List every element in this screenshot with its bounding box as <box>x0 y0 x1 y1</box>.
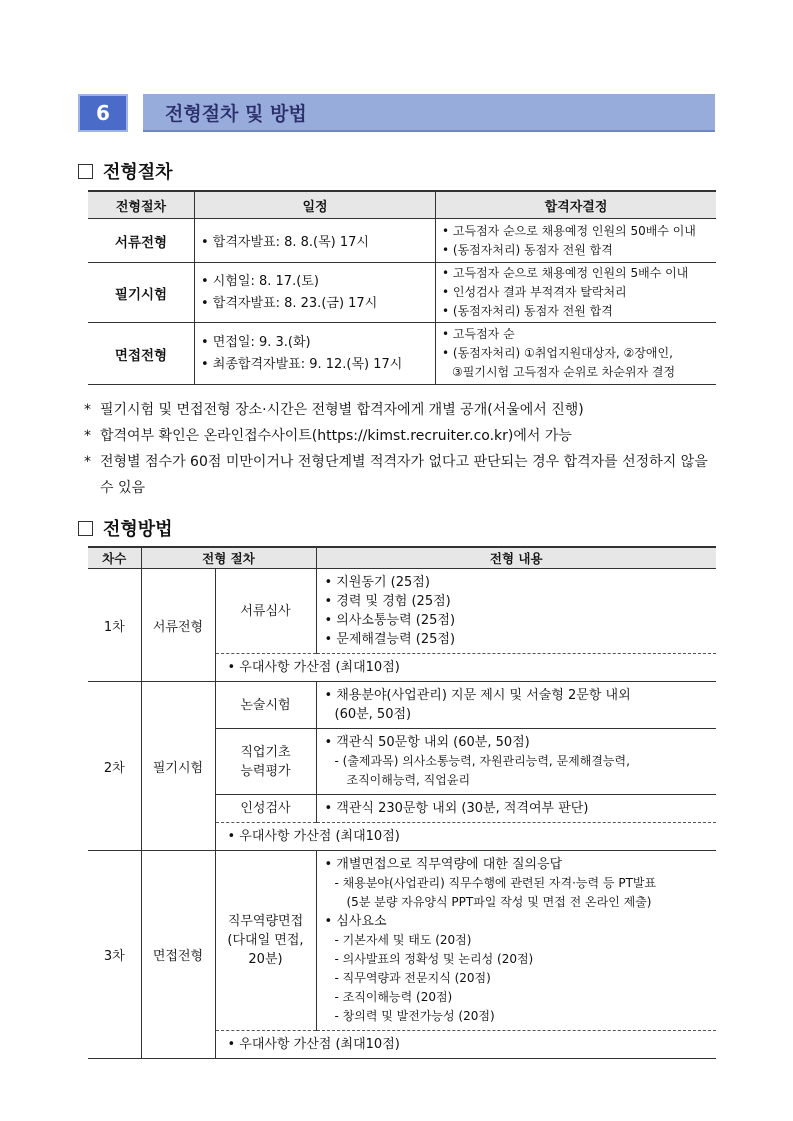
note-marker: * <box>84 454 91 470</box>
content-line: • 객관식 50문항 내외 (60분, 50점) <box>324 735 530 750</box>
content-line: - 의사발표의 정확성 및 논리성 (20점) <box>334 952 534 966</box>
content-line: • 심사요소 <box>324 914 387 929</box>
sub-stage-cell: 논술시험 <box>215 682 316 729</box>
note-text: 필기시험 및 면접전형 장소·시간은 전형별 합격자에게 개별 공개(서울에서 진행) <box>100 402 584 418</box>
content-line: - 채용분야(사업관리) 직무수행에 관련된 자격·능력 등 PT발표 <box>334 876 657 890</box>
table-header-row <box>88 547 716 569</box>
bonus-cell: • 우대사항 가산점 (최대10점) <box>215 1031 716 1059</box>
content-line: • 개별면접으로 직무역량에 대한 질의응답 <box>324 857 563 872</box>
sub-stage-line: 직업기초 <box>240 744 291 760</box>
sub-stage-cell <box>215 851 316 1031</box>
note-text: 합격여부 확인은 온라인접수사이트(https://kimst.recruiter.co.kr)에서 가능 <box>100 428 572 444</box>
table-row <box>88 263 716 323</box>
decision-line: • (동점자처리) ①취업지원대상자, ②장애인, <box>442 346 673 360</box>
bonus-cell: • 우대사항 가산점 (최대10점) <box>215 823 716 851</box>
column-header: 차수 <box>88 547 141 569</box>
subsection-title-text: 전형방법 <box>103 519 173 540</box>
stage-cell: 서류전형 <box>141 569 215 682</box>
subsection-title-procedure <box>78 158 173 184</box>
schedule-line: • 면접일: 9. 3.(화) <box>201 334 311 350</box>
checkbox-square-icon <box>78 521 93 536</box>
content-line: • 의사소통능력 (25점) <box>324 613 456 628</box>
table-row <box>88 851 716 1031</box>
sub-stage-line: 능력평가 <box>240 763 291 779</box>
note-item <box>84 397 724 423</box>
sub-stage-cell: 서류심사 <box>215 569 316 654</box>
schedule-cell <box>195 323 436 385</box>
note-marker: * <box>84 428 91 444</box>
content-cell <box>316 729 716 795</box>
round-cell: 2차 <box>88 682 141 851</box>
sub-stage-line: 직무역량면접 <box>227 914 304 929</box>
column-header: 전형 절차 <box>141 547 316 569</box>
table-row <box>88 323 716 385</box>
sub-stage-line: 20분) <box>248 952 283 967</box>
decision-line: • (동점자처리) 동점자 전원 합격 <box>442 304 613 318</box>
content-line: (5분 분량 자유양식 PPT파일 작성 및 면접 전 온라인 제출) <box>346 895 652 909</box>
column-header: 합격자결정 <box>436 191 717 219</box>
content-cell <box>316 682 716 729</box>
schedule-cell <box>195 263 436 323</box>
decision-line: ③필기시험 고득점자 순위로 차순위자 결정 <box>452 365 676 379</box>
round-cell: 1차 <box>88 569 141 682</box>
content-cell <box>316 851 716 1031</box>
content-line: • 경력 및 경험 (25점) <box>324 594 451 609</box>
content-cell <box>316 569 716 654</box>
decision-line: • (동점자처리) 동점자 전원 합격 <box>442 242 613 257</box>
content-line: • 지원동기 (25점) <box>324 575 430 590</box>
stage-cell: 면접전형 <box>141 851 215 1059</box>
sub-stage-cell: 인성검사 <box>215 795 316 823</box>
notes-list <box>84 397 724 501</box>
content-line: - (출제과목) 의사소통능력, 자원관리능력, 문제해결능력, <box>334 754 630 768</box>
table-row <box>88 682 716 729</box>
subsection-title-method <box>78 515 173 541</box>
checkbox-square-icon <box>78 164 93 179</box>
table-row <box>88 219 716 263</box>
note-item <box>84 449 724 501</box>
stage-cell: 필기시험 <box>141 682 215 851</box>
stage-cell: 필기시험 <box>88 263 195 323</box>
content-line: - 기본자세 및 태도 (20점) <box>334 933 472 947</box>
content-line: • 채용분야(사업관리) 지문 제시 및 서술형 2문항 내외 <box>324 688 631 703</box>
stage-cell: 서류전형 <box>88 219 195 263</box>
method-table <box>88 546 716 1059</box>
stage-cell: 면접전형 <box>88 323 195 385</box>
schedule-line: • 합격자발표: 8. 8.(목) 17시 <box>201 235 369 250</box>
decision-line: • 고득점자 순 <box>442 327 515 341</box>
section-title: 전형절차 및 방법 <box>165 102 307 125</box>
subsection-title-text: 전형절차 <box>103 162 173 183</box>
column-header: 전형 내용 <box>316 547 716 569</box>
procedure-table <box>88 190 716 385</box>
section-number: 6 <box>78 94 128 132</box>
decision-line: • 고득점자 순으로 채용예정 인원의 5배수 이내 <box>442 266 689 280</box>
table-row <box>88 569 716 654</box>
decision-cell <box>436 323 717 385</box>
content-line: - 직무역량과 전문지식 (20점) <box>334 971 491 985</box>
sub-stage-cell <box>215 729 316 795</box>
decision-cell <box>436 263 717 323</box>
table-header-row <box>88 191 716 219</box>
content-line: - 창의력 및 발전가능성 (20점) <box>334 1009 495 1023</box>
note-marker: * <box>84 402 91 418</box>
sub-stage-line: (다대일 면접, <box>227 933 304 948</box>
content-line: 조직이해능력, 직업윤리 <box>346 773 471 787</box>
decision-line: • 인성검사 결과 부적격자 탈락처리 <box>442 285 627 299</box>
round-cell: 3차 <box>88 851 141 1059</box>
schedule-line: • 최종합격자발표: 9. 12.(목) 17시 <box>201 356 403 372</box>
column-header: 전형절차 <box>88 191 195 219</box>
content-line: • 문제해결능력 (25점) <box>324 632 456 647</box>
content-line: (60분, 50점) <box>334 707 412 722</box>
decision-cell <box>436 219 717 263</box>
content-cell: • 객관식 230문항 내외 (30분, 적격여부 판단) <box>316 795 716 823</box>
decision-line: • 고득점자 순으로 채용예정 인원의 50배수 이내 <box>442 223 696 238</box>
column-header: 일정 <box>195 191 436 219</box>
schedule-line: • 시험일: 8. 17.(토) <box>201 273 319 289</box>
note-text: 전형별 점수가 60점 미만이거나 전형단계별 적격자가 없다고 판단되는 경우 합격자를 선정하지 않을 수 있음 <box>100 454 708 496</box>
section-header-bar <box>143 94 715 132</box>
schedule-line: • 합격자발표: 8. 23.(금) 17시 <box>201 295 378 311</box>
note-item <box>84 423 724 449</box>
bonus-cell: • 우대사항 가산점 (최대10점) <box>215 654 716 682</box>
content-line: - 조직이해능력 (20점) <box>334 990 453 1004</box>
schedule-cell <box>195 219 436 263</box>
